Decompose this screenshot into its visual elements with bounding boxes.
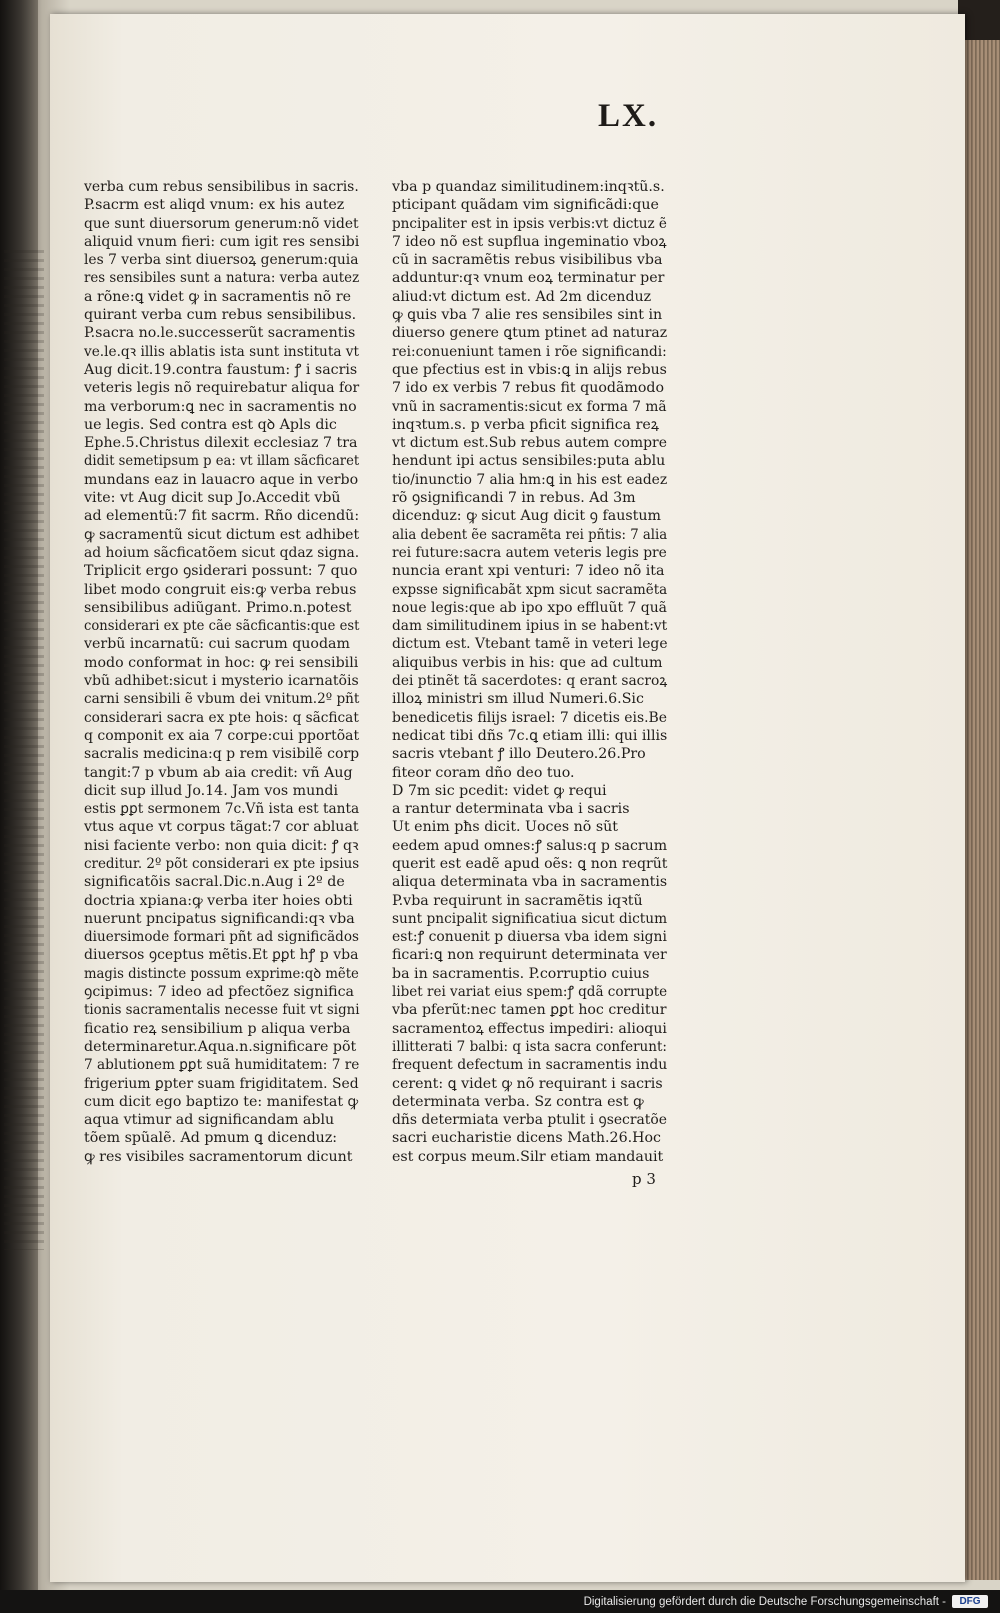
text-line: noue legis:que ab ipo xpo effluũt 7 quã: [392, 599, 667, 616]
text-line: carni sensibili ẽ vbum dei vnitum.2º pñt: [84, 691, 360, 708]
text-line: estis ꝑꝑt sermonem 7c.Vñ ista est tanta: [84, 801, 360, 818]
text-column-right: [392, 178, 667, 1166]
text-line: dei ptinẽt tã sacerdotes: q erant sacroꝝ: [392, 673, 668, 690]
text-line: aliquid vnum fieri: cum igit res sensibi: [84, 233, 360, 250]
text-line: ꝯcipimus: 7 ideo ad pfectõez significa: [84, 984, 354, 1001]
text-line: Triplicit ergo ꝯsiderari possunt: 7 quo: [84, 563, 358, 580]
text-line: sunt pncipalit significatiua sicut dictum: [392, 910, 668, 927]
text-line: vbũ adhibet:sicut i mysterio icarnatõis: [84, 673, 359, 690]
text-line: aqua vtimur ad significandam ablu: [84, 1112, 335, 1129]
text-line: ad elementũ:7 fit sacrm. Rño dicendũ:: [84, 508, 360, 525]
text-line: sensibilibus adiũgant. Primo.n.potest: [84, 599, 352, 616]
text-line: dñs determiata verba ptulit i ꝯsecratõe: [392, 1112, 667, 1129]
text-line: Ut enim pħs dicit. Uoces nõ sũt: [392, 819, 618, 836]
text-line: alia debent ẽe sacramẽta rei pñtis: 7 alia: [392, 526, 668, 543]
text-line: rei future:sacra autem veteris legis pre: [392, 544, 667, 561]
text-line: diuerso genere ꝗtum ptinet ad naturaz: [392, 325, 668, 342]
text-line: res sensibiles sunt a natura: verba autez: [84, 270, 360, 287]
text-line: 7 ideo nõ est supflua ingeminatio vboꝝ: [392, 233, 667, 250]
text-line: Aug dicit.19.contra faustum: ꝭ i sacris: [84, 361, 358, 378]
text-line: aliquibus verbis in his: que ad cultum: [392, 654, 663, 671]
text-line: dicit sup illud Jo.14. Jam vos mundi: [84, 782, 339, 799]
text-line: vt dictum est.Sub rebus autem compre: [392, 435, 667, 452]
text-line: ma verborum:ꝗ nec in sacramentis no: [84, 398, 357, 415]
text-column-left: [84, 178, 359, 1166]
text-line: illoꝝ ministri sm illud Numeri.6.Sic: [392, 691, 644, 708]
text-line: determinata verba. Sz contra est ꝙ: [392, 1093, 644, 1110]
text-line: cerent: ꝗ videt ꝙ nõ requirant i sacris: [392, 1075, 663, 1092]
text-line: sacris vtebant ꝭ illo Deutero.26.Pro: [392, 746, 646, 763]
text-line: cũ in sacramẽtis rebus visibilibus vba: [392, 252, 663, 269]
text-line: ficatio reꝝ sensibilium p aliqua verba: [84, 1020, 351, 1037]
text-line: D 7m sic pcedit: videt ꝙ requi: [392, 782, 607, 799]
text-line: que sunt diuersorum generum:nõ videt: [84, 215, 359, 232]
text-line: nedicat tibi dñs 7c.ꝗ etiam illi: qui illis: [392, 727, 668, 744]
text-line: frigerium ꝑpter suam frigiditatem. Sed: [84, 1075, 359, 1092]
text-line: ficari:ꝗ non requirunt determinata ver: [392, 947, 667, 964]
text-line: P.sacra no.le.successerũt sacramentis: [84, 325, 356, 342]
text-line: aliqua determinata vba in sacramentis: [392, 874, 668, 891]
text-line: Ephe.5.Christus dilexit ecclesiaz 7 tra: [84, 435, 358, 452]
text-line: ve.le.qꝛ illis ablatis ista sunt instituta vt: [84, 343, 360, 360]
text-line: considerari ex pte cãe sãcficantis:que est: [84, 618, 360, 635]
dfg-logo: DFG: [952, 1595, 988, 1608]
text-line: ad hoium sãcficatõem sicut qdaz signa.: [84, 544, 360, 561]
text-line: pticipant quãdam vim significãdi:que: [392, 197, 659, 214]
text-line: eedem apud omnes:ꝭ salus:q p sacrum: [392, 837, 668, 854]
page-fore-edge: [960, 40, 1000, 1580]
text-line: P.sacrm est aliqd vnum: ex his autez: [84, 197, 345, 214]
text-line: nuncia erant xpi venturi: 7 ideo nõ ita: [392, 563, 665, 580]
text-line: considerari sacra ex pte hois: q sãcficat: [84, 709, 359, 726]
text-line: benedicetis filijs israel: 7 dicetis eis.Be: [392, 709, 668, 726]
text-line: modo conformat in hoc: ꝙ rei sensibili: [84, 654, 359, 671]
text-line: querit est eadẽ apud oẽs: ꝗ non reqrũt: [392, 855, 668, 872]
text-line: nisi faciente verbo: non quia dicit: ꝭ qꝛ: [84, 837, 359, 854]
text-line: tionis sacramentalis necesse fuit vt signi: [84, 1002, 360, 1019]
text-line: est:ꝭ conuenit p diuersa vba idem signi: [392, 929, 667, 946]
text-line: diuersos ꝯceptus mẽtis.Et ꝑꝑt hꝭ p vba: [84, 947, 359, 964]
text-line: dictum est. Vtebant tamẽ in veteri lege: [392, 636, 668, 653]
text-line: dam similitudinem ipius in se habent:vt: [392, 618, 668, 635]
text-line: veteris legis nõ requirebatur aliqua for: [84, 380, 360, 397]
text-line: libet rei variat eius spem:ꝭ qdã corrupte: [392, 984, 668, 1001]
text-line: tangit:7 p vbum ab aia credit: vñ Aug: [84, 764, 353, 781]
text-line: vnũ in sacramentis:sicut ex forma 7 mã: [392, 398, 667, 415]
text-line: fiteor coram dño deo tuo.: [392, 764, 575, 781]
text-line: determinaretur.Aqua.n.significare põt: [84, 1038, 357, 1055]
text-line: mundans eaz in lauacro aque in verbo: [84, 471, 359, 488]
text-line: nuerunt pncipatus significandi:qꝛ vba: [84, 910, 355, 927]
signature-mark: p 3: [632, 1170, 656, 1188]
text-line: ꝙ res visibiles sacramentorum dicunt: [84, 1148, 353, 1165]
text-line: didit semetipsum p ea: vt illam sãcficaret: [84, 453, 360, 470]
text-line: est corpus meum.Silr etiam mandauit: [392, 1148, 664, 1165]
text-line: magis distincte possum exprime:qꝺ mẽte: [84, 965, 359, 982]
text-line: dicenduz: ꝙ sicut Aug dicit ꝯ faustum: [392, 508, 661, 525]
text-line: sacramentoꝝ effectus impediri: alioqui: [392, 1020, 667, 1037]
text-line: sacralis medicina:q p rem visibilẽ corp: [84, 746, 360, 763]
text-line: rei:conueniunt tamen i rõe significandi:: [392, 343, 667, 360]
text-line: ba in sacramentis. P.corruptio cuius: [392, 965, 650, 982]
text-line: rõ ꝯsignificandi 7 in rebus. Ad 3m: [392, 490, 636, 507]
text-line: les 7 verba sint diuersoꝝ generum:quia: [84, 252, 359, 269]
text-line: P.vba requirunt in sacramẽtis iqꝛtũ: [392, 892, 643, 909]
text-line: 7 ido ex verbis 7 rebus fit quodãmodo: [392, 380, 665, 397]
text-line: aliud:vt dictum est. Ad 2m dicenduz: [392, 288, 652, 305]
page-number: LX.: [598, 98, 659, 134]
text-line: quirant verba cum rebus sensibilibus.: [84, 307, 357, 324]
text-line: ꝙ sacramentũ sicut dictum est adhibet: [84, 526, 360, 543]
text-line: a rantur determinata vba i sacris: [392, 801, 630, 818]
text-line: hendunt ipi actus sensibiles:puta ablu: [392, 453, 666, 470]
text-line: doctria xpiana:ꝙ verba iter hoies obti: [84, 892, 353, 909]
text-line: vite: vt Aug dicit sup Jo.Accedit vbũ: [84, 490, 341, 507]
text-line: verba cum rebus sensibilibus in sacris.: [84, 179, 359, 195]
text-line: vba p quandaz similitudinem:inqꝛtũ.s.: [392, 179, 665, 195]
text-line: creditur. 2º põt considerari ex pte ipsius: [84, 855, 360, 872]
text-line: frequent defectum in sacramentis indu: [392, 1057, 668, 1074]
facing-page-text-fragment: [4, 250, 44, 1250]
text-line: inqꝛtum.s. p verba pficit significa reꝝ: [392, 416, 659, 433]
text-line: adduntur:qꝛ vnum eoꝝ terminatur per: [392, 270, 665, 287]
text-line: expsse significabãt xpm sicut sacramẽta: [392, 581, 668, 598]
digitization-credit: Digitalisierung gefördert durch die Deutsche Forschungsgemeinschaft -: [583, 1596, 946, 1608]
text-line: cum dicit ego baptizo te: manifestat ꝙ: [84, 1093, 359, 1110]
text-line: vtus aque vt corpus tãgat:7 cor abluat: [84, 819, 359, 836]
text-line: 7 ablutionem ꝑꝑt suã humiditatem: 7 re: [84, 1057, 360, 1074]
text-line: sacri eucharistie dicens Math.26.Hoc: [392, 1130, 661, 1147]
text-line: diuersimode formari pñt ad significãdos: [84, 929, 359, 946]
text-line: verbũ incarnatũ: cui sacrum quodam: [84, 636, 350, 653]
text-line: pncipaliter est in ipsis verbis:vt dictuz ẽ: [392, 215, 667, 232]
text-line: ꝙ ꝗuis vba 7 alie res sensibiles sint in: [392, 307, 663, 324]
text-line: tõem spũalẽ. Ad pmum ꝗ dicenduz:: [84, 1130, 338, 1147]
text-line: ue legis. Sed contra est qꝺ Apls dic: [84, 416, 337, 433]
text-line: significatõis sacral.Dic.n.Aug i 2º de: [84, 874, 345, 891]
text-line: q componit ex aia 7 corpe:cui pportõat: [84, 727, 360, 744]
text-line: vba pferũt:nec tamen ꝑꝑt hoc creditur: [392, 1002, 667, 1019]
text-line: libet modo congruit eis:ꝙ verba rebus: [84, 581, 357, 598]
text-line: tio/inunctio 7 alia hm:ꝗ in his est eadez: [392, 471, 668, 488]
text-line: illitterati 7 balbi: q ista sacra conferunt:: [392, 1038, 667, 1055]
text-line: que pfectius est in vbis:ꝗ in alijs rebus: [392, 361, 667, 378]
text-line: a rõne:ꝗ videt ꝙ in sacramentis nõ re: [84, 288, 352, 305]
